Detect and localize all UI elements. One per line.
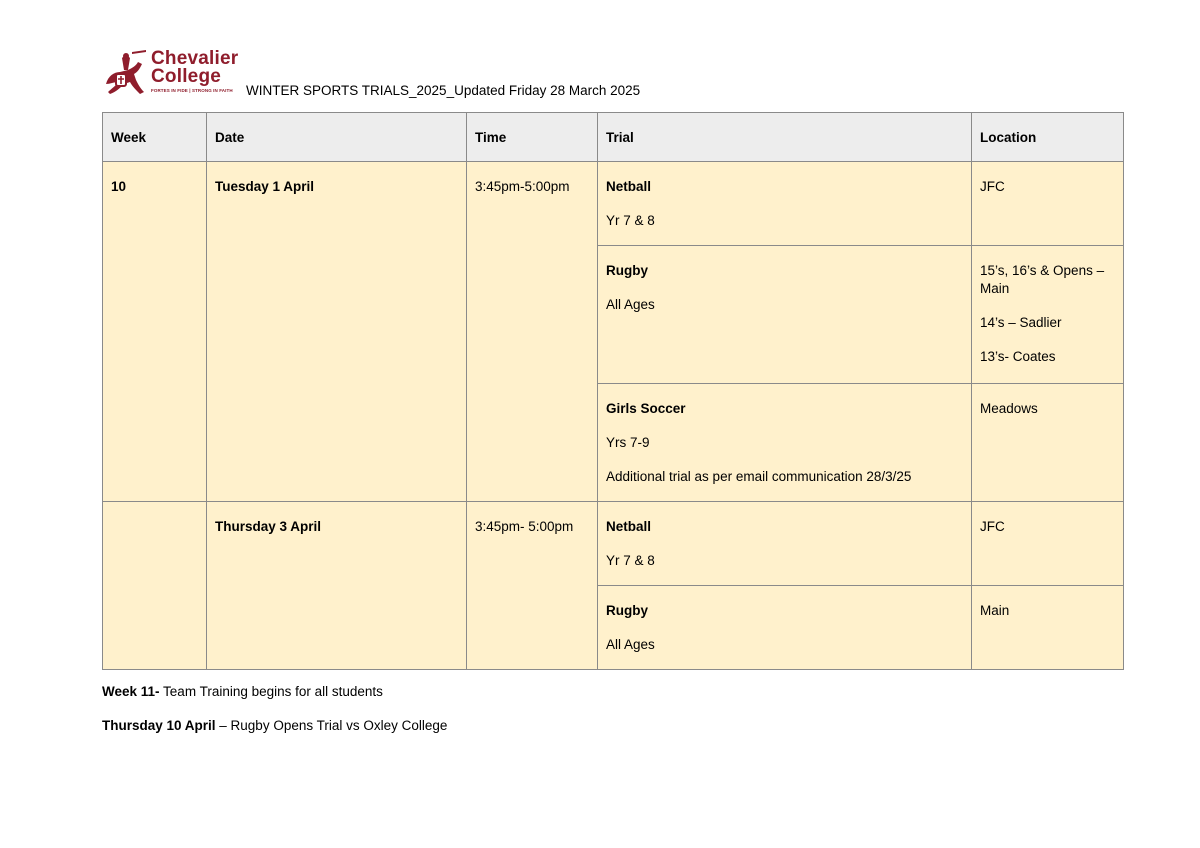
table-row [103,586,1124,670]
week-cell [103,502,207,586]
header-date: Date [207,113,467,162]
location-cell [972,246,1124,384]
trial-detail: Yr 7 & 8 [606,553,655,568]
table-header-row [103,113,1124,162]
time-cell [467,586,598,670]
table-row [103,246,1124,384]
date-cell [207,502,467,586]
logo-name-line2: College [151,66,222,87]
date-value: Thursday 3 April [215,519,322,534]
trial-cell [598,586,972,670]
note-line [102,683,447,701]
header-time: Time [467,113,598,162]
location-value: JFC [980,179,1005,194]
trial-cell [598,502,972,586]
table-row [103,502,1124,586]
trial-name: Rugby [606,603,648,618]
document-title: WINTER SPORTS TRIALS_2025_Updated Friday 28 March 2025 [246,83,641,98]
trials-table [102,112,1124,670]
date-cell [207,384,467,502]
knight-on-horse-icon [102,50,148,98]
note-text: Team Training begins for all students [159,684,383,699]
note-label: Week 11- [102,684,160,699]
location-cell [972,502,1124,586]
table-row [103,162,1124,246]
week-value: 10 [111,179,127,194]
college-logo [102,48,247,100]
trial-name: Netball [606,519,652,534]
location-value: Meadows [980,401,1038,416]
logo-motto: FORTES IN FIDE | STRONG IN FAITH [151,88,233,93]
location-value: 13’s- Coates [980,349,1056,364]
logo-name-line1: Chevalier [151,48,239,69]
trial-name: Netball [606,179,652,194]
table-row [103,384,1124,502]
location-value: 15’s, 16’s & Opens – Main [980,263,1105,296]
note-text: – Rugby Opens Trial vs Oxley College [215,718,448,733]
trial-cell [598,384,972,502]
time-cell [467,502,598,586]
date-value: Tuesday 1 April [215,179,315,194]
trial-detail: All Ages [606,637,655,652]
trial-cell [598,246,972,384]
location-cell [972,384,1124,502]
location-value: Main [980,603,1010,618]
note-line [102,717,447,735]
trial-detail: Yrs 7-9 [606,435,650,450]
location-cell [972,586,1124,670]
note-label: Thursday 10 April [102,718,216,733]
header-week: Week [103,113,207,162]
time-value: 3:45pm-5:00pm [475,179,570,194]
location-cell [972,162,1124,246]
header-trial: Trial [598,113,972,162]
week-cell [103,586,207,670]
trial-name: Rugby [606,263,648,278]
time-cell [467,384,598,502]
trial-detail: Yr 7 & 8 [606,213,655,228]
notes-section [102,683,447,751]
location-value: 14’s – Sadlier [980,315,1062,330]
header-location: Location [972,113,1124,162]
week-cell [103,246,207,384]
time-cell [467,246,598,384]
date-cell [207,586,467,670]
time-cell [467,162,598,246]
document-header [102,48,802,102]
time-value: 3:45pm- 5:00pm [475,519,574,534]
trial-cell [598,162,972,246]
location-value: JFC [980,519,1005,534]
trial-note: Additional trial as per email communication 28/3/25 [606,469,912,484]
trial-name: Girls Soccer [606,401,686,416]
week-cell [103,384,207,502]
week-cell [103,162,207,246]
trial-detail: All Ages [606,297,655,312]
date-cell [207,162,467,246]
date-cell [207,246,467,384]
